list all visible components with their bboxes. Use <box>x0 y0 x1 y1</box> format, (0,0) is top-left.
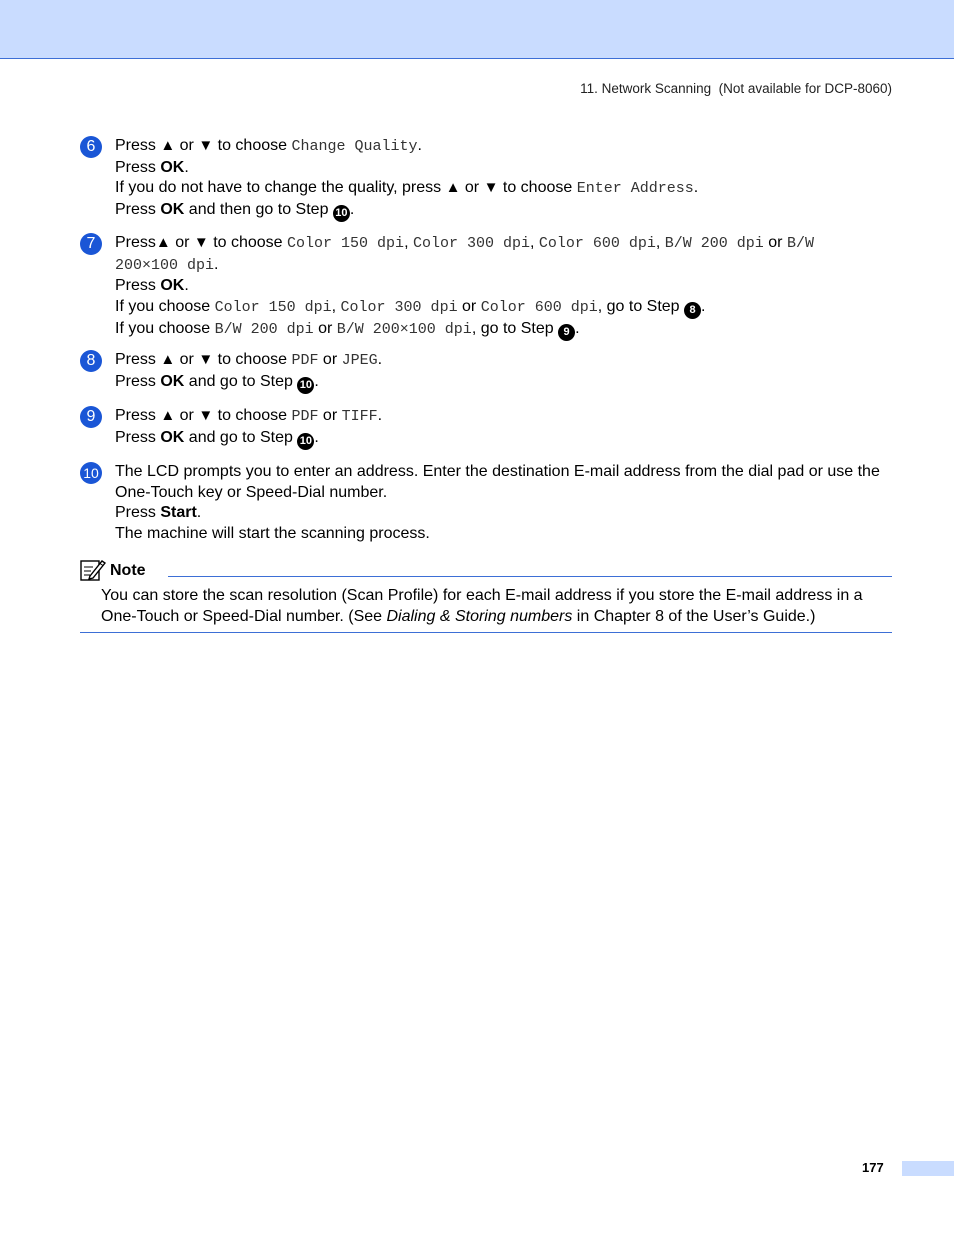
page-number: 177 <box>862 1160 884 1175</box>
note-label: Note <box>110 562 146 579</box>
ok-key: OK <box>160 158 185 176</box>
menu-option: JPEG <box>341 352 378 369</box>
step-6: 6 Press ▲ or ▼ to choose Change Quality. Press OK. If you do not have to change the quality, press ▲ or ▼ to choose Enter Address. Press OK and then go to Step 10 . <box>80 136 900 222</box>
step-9: 9 Press ▲ or ▼ to choose PDF or TIFF. Press OK and go to Step 10 . <box>80 406 900 450</box>
note-reference: Dialing & Storing numbers <box>386 607 573 625</box>
up-arrow-icon: ▲ <box>160 407 176 424</box>
menu-option: PDF <box>291 352 319 369</box>
step-number: 8 <box>80 350 102 372</box>
menu-option: B/W 200 dpi <box>664 235 764 252</box>
menu-option: Color 600 dpi <box>538 235 656 252</box>
ok-key: OK <box>160 428 185 446</box>
chapter-header: 11. Network Scanning (Not available for DCP-8060) <box>580 81 892 96</box>
down-arrow-icon: ▼ <box>483 179 499 196</box>
footer-bar <box>902 1161 954 1176</box>
menu-option: Color 300 dpi <box>340 298 458 316</box>
ok-key: OK <box>160 372 185 390</box>
step-7: 7 Press▲ or ▼ to choose Color 150 dpi, Color 300 dpi, Color 600 dpi, B/W 200 dpi or B/W 200×100 dpi. Press OK. If you choose Color 150 dpi, Color 300 dpi or Color 600 dpi, go to Step 8 . If you choose B/W 200 dpi or B/W 200×100 dpi, go to Step 9 . <box>80 233 900 341</box>
step-number: 7 <box>80 233 102 255</box>
step-number: 6 <box>80 136 102 158</box>
step-ref-badge: 10 <box>297 377 314 394</box>
down-arrow-icon: ▼ <box>198 407 214 424</box>
step-ref-badge: 10 <box>297 433 314 450</box>
menu-option: B/W <box>786 235 814 252</box>
note-header <box>80 558 892 580</box>
menu-option: PDF <box>291 408 319 425</box>
step-number: 10 <box>80 462 102 484</box>
note-pencil-icon <box>80 558 106 582</box>
up-arrow-icon: ▲ <box>160 351 176 368</box>
header-bar <box>0 0 954 59</box>
note-divider <box>168 576 892 577</box>
step-ref-badge: 9 <box>558 324 575 341</box>
ok-key: OK <box>160 200 185 218</box>
start-key: Start <box>160 504 197 521</box>
down-arrow-icon: ▼ <box>193 234 209 251</box>
menu-option: Change Quality <box>291 138 418 155</box>
menu-option: B/W 200×100 dpi <box>336 320 472 338</box>
menu-option: Color 600 dpi <box>480 298 598 316</box>
step-8: 8 Press ▲ or ▼ to choose PDF or JPEG. Press OK and go to Step 10 . <box>80 350 900 394</box>
note-text: You can store the scan resolution (Scan Profile) for each E-mail address if you store the E-mail address in a One-Touch or Speed-Dial number. (See Dialing & Storing numbers in Chapter 8 of the User’s Guide.) <box>101 587 863 625</box>
menu-option: Color 150 dpi <box>287 235 405 252</box>
ok-key: OK <box>160 277 185 294</box>
up-arrow-icon: ▲ <box>160 137 176 154</box>
menu-option: Color 300 dpi <box>412 235 530 252</box>
note-divider-bottom <box>80 632 892 633</box>
step-10: 10 The LCD prompts you to enter an address. Enter the destination E-mail address from the dial pad or use the One-Touch key or Speed-Dial number. Press Start. The machine will start the scanning process. <box>80 462 900 544</box>
step-ref-badge: 8 <box>684 302 701 319</box>
down-arrow-icon: ▼ <box>198 137 214 154</box>
step-ref-badge: 10 <box>333 205 350 222</box>
menu-option: 200×100 dpi <box>115 256 215 274</box>
up-arrow-icon: ▲ <box>445 179 461 196</box>
up-arrow-icon: ▲ <box>155 234 171 251</box>
menu-option: TIFF <box>341 408 378 425</box>
down-arrow-icon: ▼ <box>198 351 214 368</box>
step-number: 9 <box>80 406 102 428</box>
menu-option: B/W 200 dpi <box>214 320 314 338</box>
menu-option: Enter Address <box>576 180 694 197</box>
menu-option: Color 150 dpi <box>214 298 332 316</box>
